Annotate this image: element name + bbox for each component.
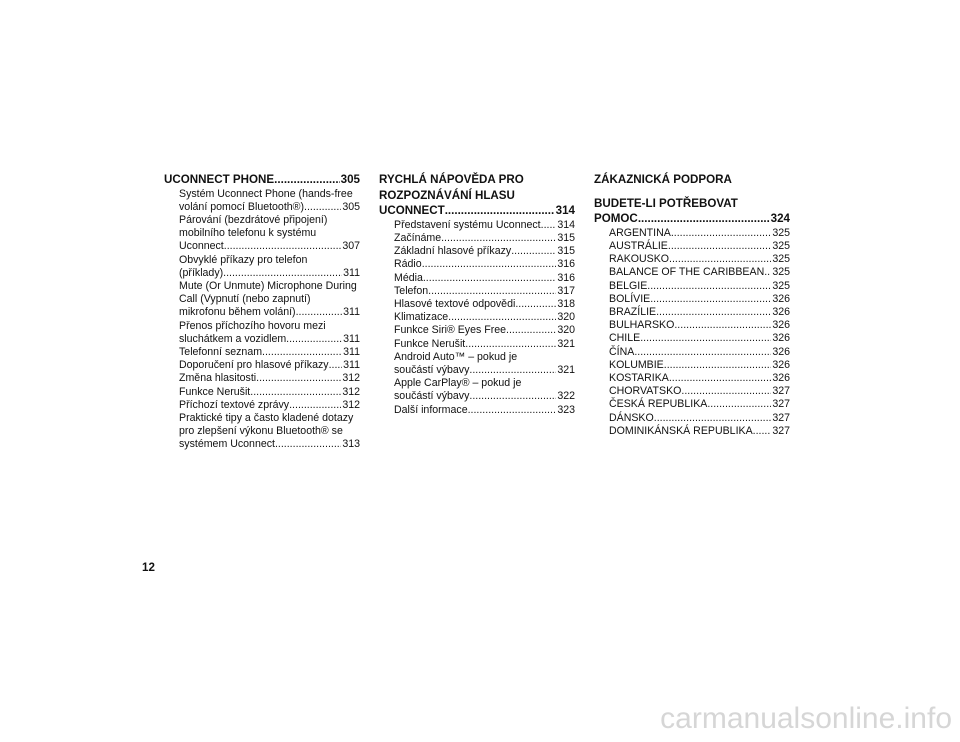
toc-entry-text: Apple CarPlay® – pokud je	[394, 377, 522, 390]
toc-entry-text: Systém Uconnect Phone (hands-free	[179, 187, 353, 200]
toc-entry[interactable]: Média ..... 316	[394, 272, 575, 285]
toc-entry[interactable]: CHORVATSKO ..... 327	[609, 385, 790, 398]
toc-entry[interactable]: mikrofonu během volání) ..... 311	[179, 306, 360, 319]
toc-column-1	[164, 172, 360, 452]
toc-entry[interactable]: Uconnect ..... 307	[179, 240, 360, 253]
toc-entry-text: Přenos příchozího hovoru mezi	[179, 319, 326, 332]
toc-entry[interactable]: (příklady) ..... 311	[179, 267, 360, 280]
toc-section-title: ZÁKAZNICKÁ PODPORA	[594, 173, 732, 186]
toc-column-2	[379, 172, 575, 417]
toc-column-3	[594, 172, 790, 438]
toc-entry[interactable]: BELGIE ..... 325	[609, 280, 790, 293]
watermark: carmanualsonline.info	[660, 702, 952, 735]
toc-entry[interactable]: BALANCE OF THE CARIBBEAN ..... 325	[609, 266, 790, 279]
toc-entry[interactable]: Změna hlasitosti ..... 312	[179, 372, 360, 385]
toc-entry-text: Mute (Or Unmute) Microphone During	[179, 280, 357, 293]
toc-heading-uconnect[interactable]: UCONNECT ..... 314	[379, 203, 575, 219]
toc-entry[interactable]: sluchátkem a vozidlem ..... 311	[179, 333, 360, 346]
toc-entry[interactable]: ČESKÁ REPUBLIKA ..... 327	[609, 398, 790, 411]
toc-entry[interactable]: BULHARSKO ..... 326	[609, 319, 790, 332]
toc-entry[interactable]: Doporučení pro hlasové příkazy ..... 311	[179, 359, 360, 372]
toc-entry[interactable]: Funkce Nerušit ..... 312	[179, 386, 360, 399]
toc-entry[interactable]: ČÍNA ..... 326	[609, 346, 790, 359]
toc-entry[interactable]: volání pomocí Bluetooth®) ..... 305	[179, 201, 360, 214]
toc-entry[interactable]: DOMINIKÁNSKÁ REPUBLIKA ..... 327	[609, 425, 790, 438]
toc-entry[interactable]: Telefon ..... 317	[394, 285, 575, 298]
toc-entry-text: Praktické tipy a často kladené dotazy	[179, 412, 354, 425]
toc-entry[interactable]: Funkce Nerušit ..... 321	[394, 338, 575, 351]
toc-section-title: ROZPOZNÁVÁNÍ HLASU	[379, 188, 515, 202]
toc-entry[interactable]: Telefonní seznam ..... 311	[179, 346, 360, 359]
toc-entry[interactable]: ARGENTINA ..... 325	[609, 227, 790, 240]
toc-entry[interactable]: systémem Uconnect ..... 313	[179, 438, 360, 451]
toc-entry-text: Obvyklé příkazy pro telefon	[179, 253, 308, 266]
toc-entry[interactable]: Další informace ..... 323	[394, 404, 575, 417]
toc-entry-text: mobilního telefonu k systému	[179, 227, 317, 240]
toc-entry[interactable]: RAKOUSKO ..... 325	[609, 253, 790, 266]
toc-entry[interactable]: BOLÍVIE ..... 326	[609, 293, 790, 306]
toc-entry[interactable]: Základní hlasové příkazy ..... 315	[394, 245, 575, 258]
toc-entry[interactable]: Funkce Siri® Eyes Free ..... 320	[394, 324, 575, 337]
toc-section-title: RYCHLÁ NÁPOVĚDA PRO	[379, 173, 524, 186]
toc-entry[interactable]: součástí výbavy ..... 322	[394, 390, 575, 403]
toc-entry[interactable]: KOLUMBIE ..... 326	[609, 359, 790, 372]
toc-entry[interactable]: Hlasové textové odpovědi ..... 318	[394, 298, 575, 311]
toc-entry-text: pro zlepšení výkonu Bluetooth® se	[179, 425, 343, 438]
toc-entry[interactable]: Klimatizace ..... 320	[394, 311, 575, 324]
toc-entry[interactable]: AUSTRÁLIE ..... 325	[609, 240, 790, 253]
toc-heading-uconnect-phone[interactable]: UCONNECT PHONE ..... 305	[164, 172, 360, 188]
toc-entry[interactable]: součástí výbavy ..... 321	[394, 364, 575, 377]
toc-entry[interactable]: BRAZÍLIE ..... 326	[609, 306, 790, 319]
toc-entry-text: Android Auto™ – pokud je	[394, 350, 518, 363]
toc-entry[interactable]: Představení systému Uconnect ..... 314	[394, 219, 575, 232]
toc-entry-text: Call (Vypnutí (nebo zapnutí)	[179, 293, 311, 306]
toc-entry[interactable]: CHILE ..... 326	[609, 332, 790, 345]
toc-heading-pomoc[interactable]: POMOC ..... 324	[594, 211, 790, 227]
toc-entry[interactable]: Začínáme ..... 315	[394, 232, 575, 245]
toc-entry-text: Párování (bezdrátové připojení)	[179, 214, 328, 226]
toc-entry[interactable]: KOSTARIKA ..... 326	[609, 372, 790, 385]
toc-section-title: BUDETE-LI POTŘEBOVAT	[594, 196, 738, 210]
page-number: 12	[142, 561, 155, 574]
toc-entry[interactable]: DÁNSKO ..... 327	[609, 412, 790, 425]
toc-entry[interactable]: Rádio ..... 316	[394, 258, 575, 271]
toc-entry[interactable]: Příchozí textové zprávy ..... 312	[179, 399, 360, 412]
